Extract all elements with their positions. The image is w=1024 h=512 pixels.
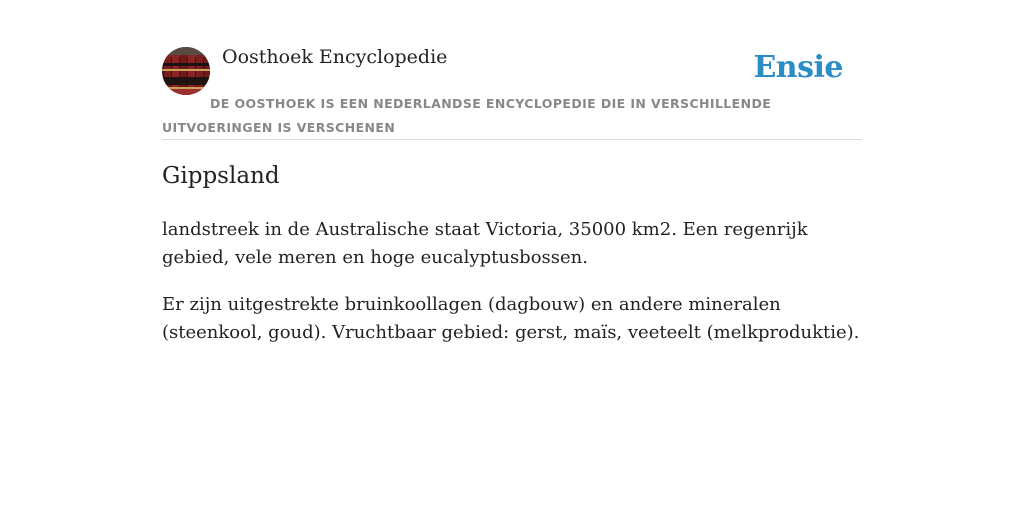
article-title: Gippsland	[162, 163, 280, 189]
site-tagline: DE OOSTHOEK IS EEN NEDERLANDSE ENCYCLOPEDIE DIE IN VERSCHILLENDE UITVOERINGEN IS VERSCHENEN	[162, 96, 772, 135]
encyclopedia-books-icon[interactable]	[162, 47, 210, 95]
brand-logo[interactable]: Ensie	[753, 50, 843, 85]
article-body	[162, 216, 862, 366]
article-paragraph: Er zijn uitgestrekte bruinkoollagen (dagbouw) en andere mineralen (steenkool, goud). Vruchtbaar gebied: gerst, maïs, veeteelt (melkproduktie).	[162, 294, 860, 343]
site-name[interactable]: Oosthoek Encyclopedie	[222, 46, 448, 68]
page-container	[162, 0, 862, 343]
site-header	[162, 0, 862, 140]
article-paragraph: landstreek in de Australische staat Victoria, 35000 km2. Een regenrijk gebied, vele meren en hoge eucalyptusbossen.	[162, 219, 808, 268]
